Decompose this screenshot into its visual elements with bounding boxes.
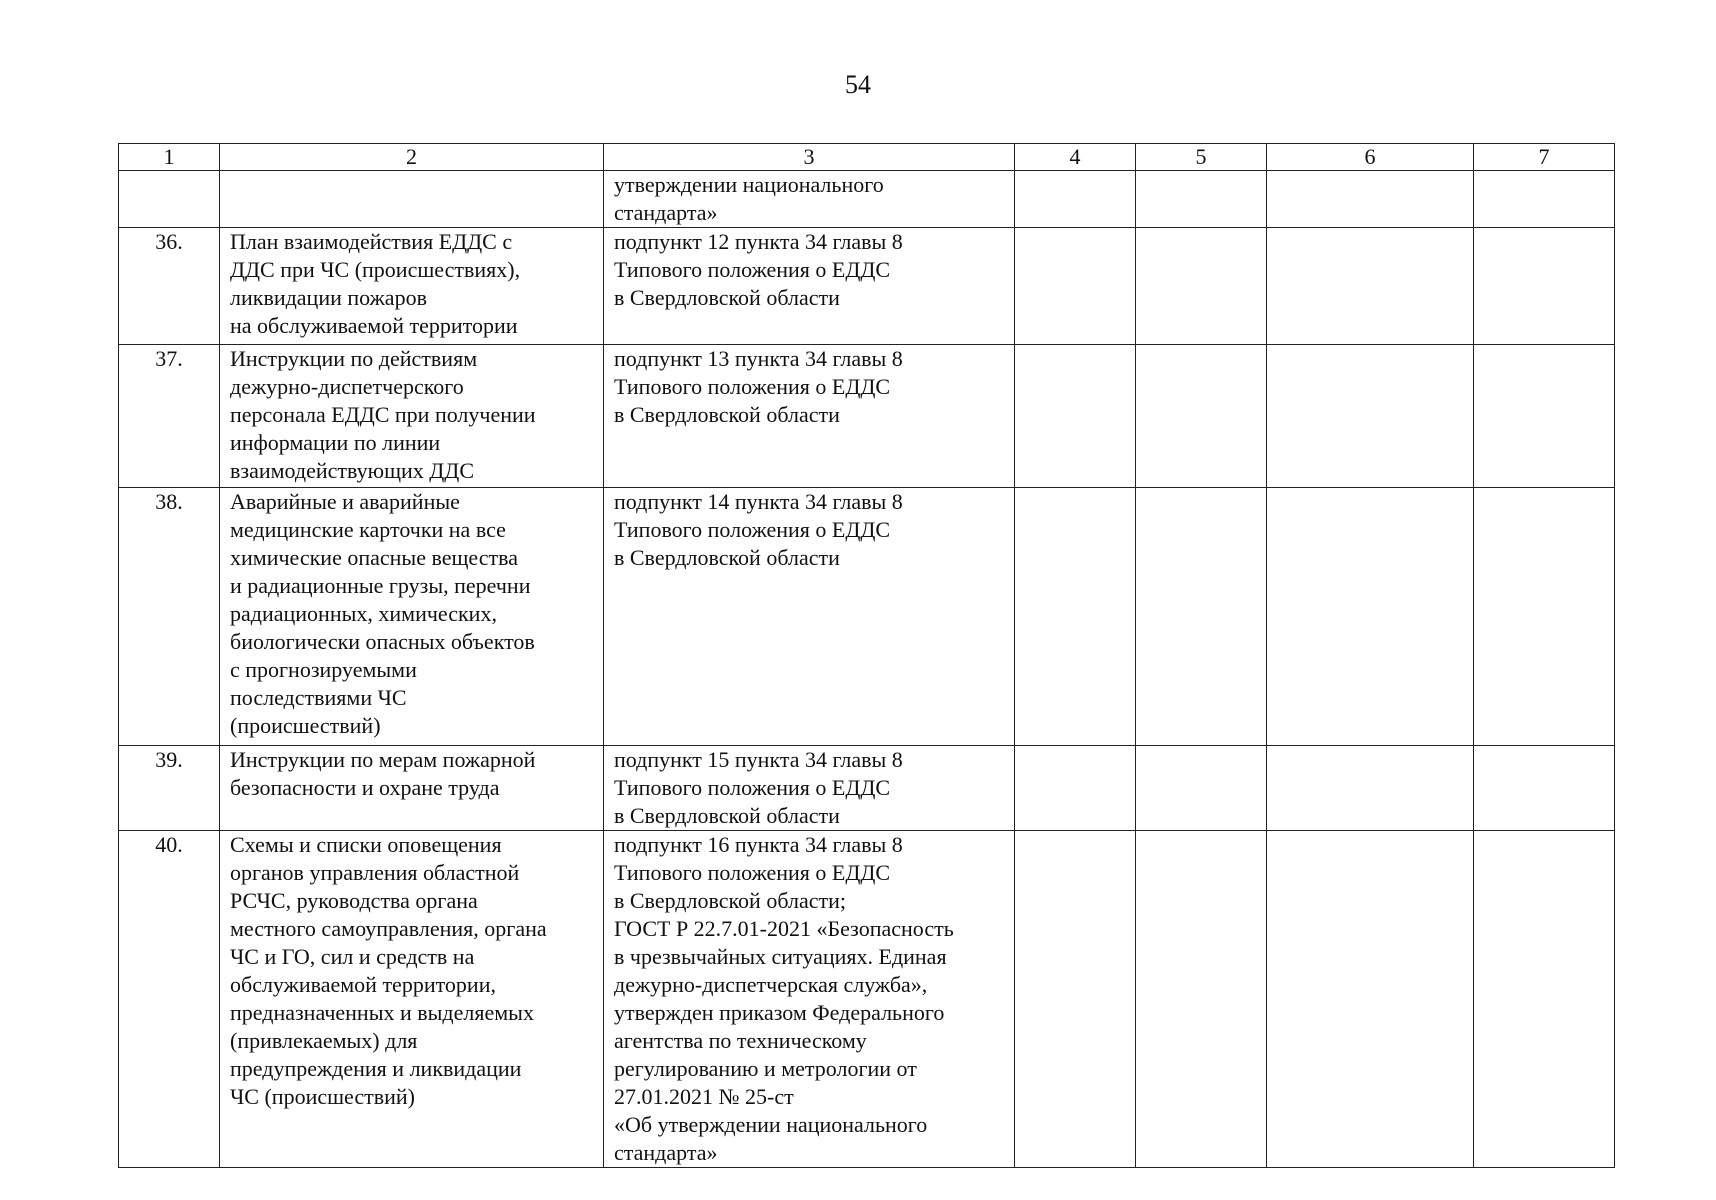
- document-name-cell: [220, 171, 604, 228]
- row-number: 39.: [119, 746, 220, 831]
- column-header-2: 2: [220, 144, 604, 171]
- column-header-5: 5: [1136, 144, 1267, 171]
- table-row: [119, 831, 1615, 1168]
- legal-basis-cell: подпункт 12 пункта 34 главы 8 Типового положения о ЕДДС в Свердловской области: [604, 228, 1015, 345]
- row-number: [119, 171, 220, 228]
- table-row: [119, 228, 1615, 345]
- table-row: [119, 488, 1615, 746]
- empty-cell: [1015, 345, 1136, 488]
- empty-cell: [1015, 488, 1136, 746]
- empty-cell: [1136, 746, 1267, 831]
- empty-cell: [1267, 746, 1474, 831]
- empty-cell: [1015, 228, 1136, 345]
- legal-basis-cell: утверждении национального стандарта»: [604, 171, 1015, 228]
- document-name-cell: Инструкции по мерам пожарной безопасности и охране труда: [220, 746, 604, 831]
- empty-cell: [1474, 488, 1615, 746]
- empty-cell: [1474, 746, 1615, 831]
- row-number: 40.: [119, 831, 220, 1168]
- empty-cell: [1136, 488, 1267, 746]
- empty-cell: [1267, 345, 1474, 488]
- column-header-6: 6: [1267, 144, 1474, 171]
- empty-cell: [1136, 831, 1267, 1168]
- row-number: 38.: [119, 488, 220, 746]
- empty-cell: [1015, 831, 1136, 1168]
- page-number: 54: [845, 70, 871, 99]
- empty-cell: [1474, 345, 1615, 488]
- row-number: 36.: [119, 228, 220, 345]
- empty-cell: [1136, 345, 1267, 488]
- table-row: [119, 746, 1615, 831]
- document-name-cell: План взаимодействия ЕДДС с ДДС при ЧС (происшествиях), ликвидации пожаров на обслуживаемой территории: [220, 228, 604, 345]
- table-row: [119, 345, 1615, 488]
- legal-basis-cell: подпункт 15 пункта 34 главы 8 Типового положения о ЕДДС в Свердловской области: [604, 746, 1015, 831]
- column-header-4: 4: [1015, 144, 1136, 171]
- row-number: 37.: [119, 345, 220, 488]
- empty-cell: [1015, 746, 1136, 831]
- legal-basis-cell: подпункт 16 пункта 34 главы 8 Типового положения о ЕДДС в Свердловской области; ГОСТ Р 22.7.01-2021 «Безопасность в чрезвычайных ситуациях. Единая дежурно-диспетчерская служба», утвержден приказом Федерального агентства по техническому регулированию и метрологии от 27.01.2021 № 25-ст «Об утверждении национального стандарта»: [604, 831, 1015, 1168]
- empty-cell: [1267, 831, 1474, 1168]
- legal-basis-cell: подпункт 14 пункта 34 главы 8 Типового положения о ЕДДС в Свердловской области: [604, 488, 1015, 746]
- empty-cell: [1474, 228, 1615, 345]
- empty-cell: [1267, 171, 1474, 228]
- empty-cell: [1267, 228, 1474, 345]
- table-row-continuation: [119, 171, 1615, 228]
- document-name-cell: Схемы и списки оповещения органов управления областной РСЧС, руководства органа местного самоуправления, органа ЧС и ГО, сил и средств на обслуживаемой территории, предназначенных и выделяемых (привлекаемых) для предупреждения и ликвидации ЧС (происшествий): [220, 831, 604, 1168]
- table-header-row: [119, 144, 1615, 171]
- empty-cell: [1474, 171, 1615, 228]
- column-header-3: 3: [604, 144, 1015, 171]
- document-name-cell: Инструкции по действиям дежурно-диспетчерского персонала ЕДДС при получении информации по линии взаимодействующих ДДС: [220, 345, 604, 488]
- empty-cell: [1136, 171, 1267, 228]
- legal-basis-cell: подпункт 13 пункта 34 главы 8 Типового положения о ЕДДС в Свердловской области: [604, 345, 1015, 488]
- empty-cell: [1015, 171, 1136, 228]
- column-header-7: 7: [1474, 144, 1615, 171]
- empty-cell: [1267, 488, 1474, 746]
- empty-cell: [1136, 228, 1267, 345]
- empty-cell: [1474, 831, 1615, 1168]
- document-table: [118, 143, 1615, 1168]
- column-header-1: 1: [119, 144, 220, 171]
- document-name-cell: Аварийные и аварийные медицинские карточки на все химические опасные вещества и радиационные грузы, перечни радиационных, химических, биологически опасных объектов с прогнозируемыми последствиями ЧС (происшествий): [220, 488, 604, 746]
